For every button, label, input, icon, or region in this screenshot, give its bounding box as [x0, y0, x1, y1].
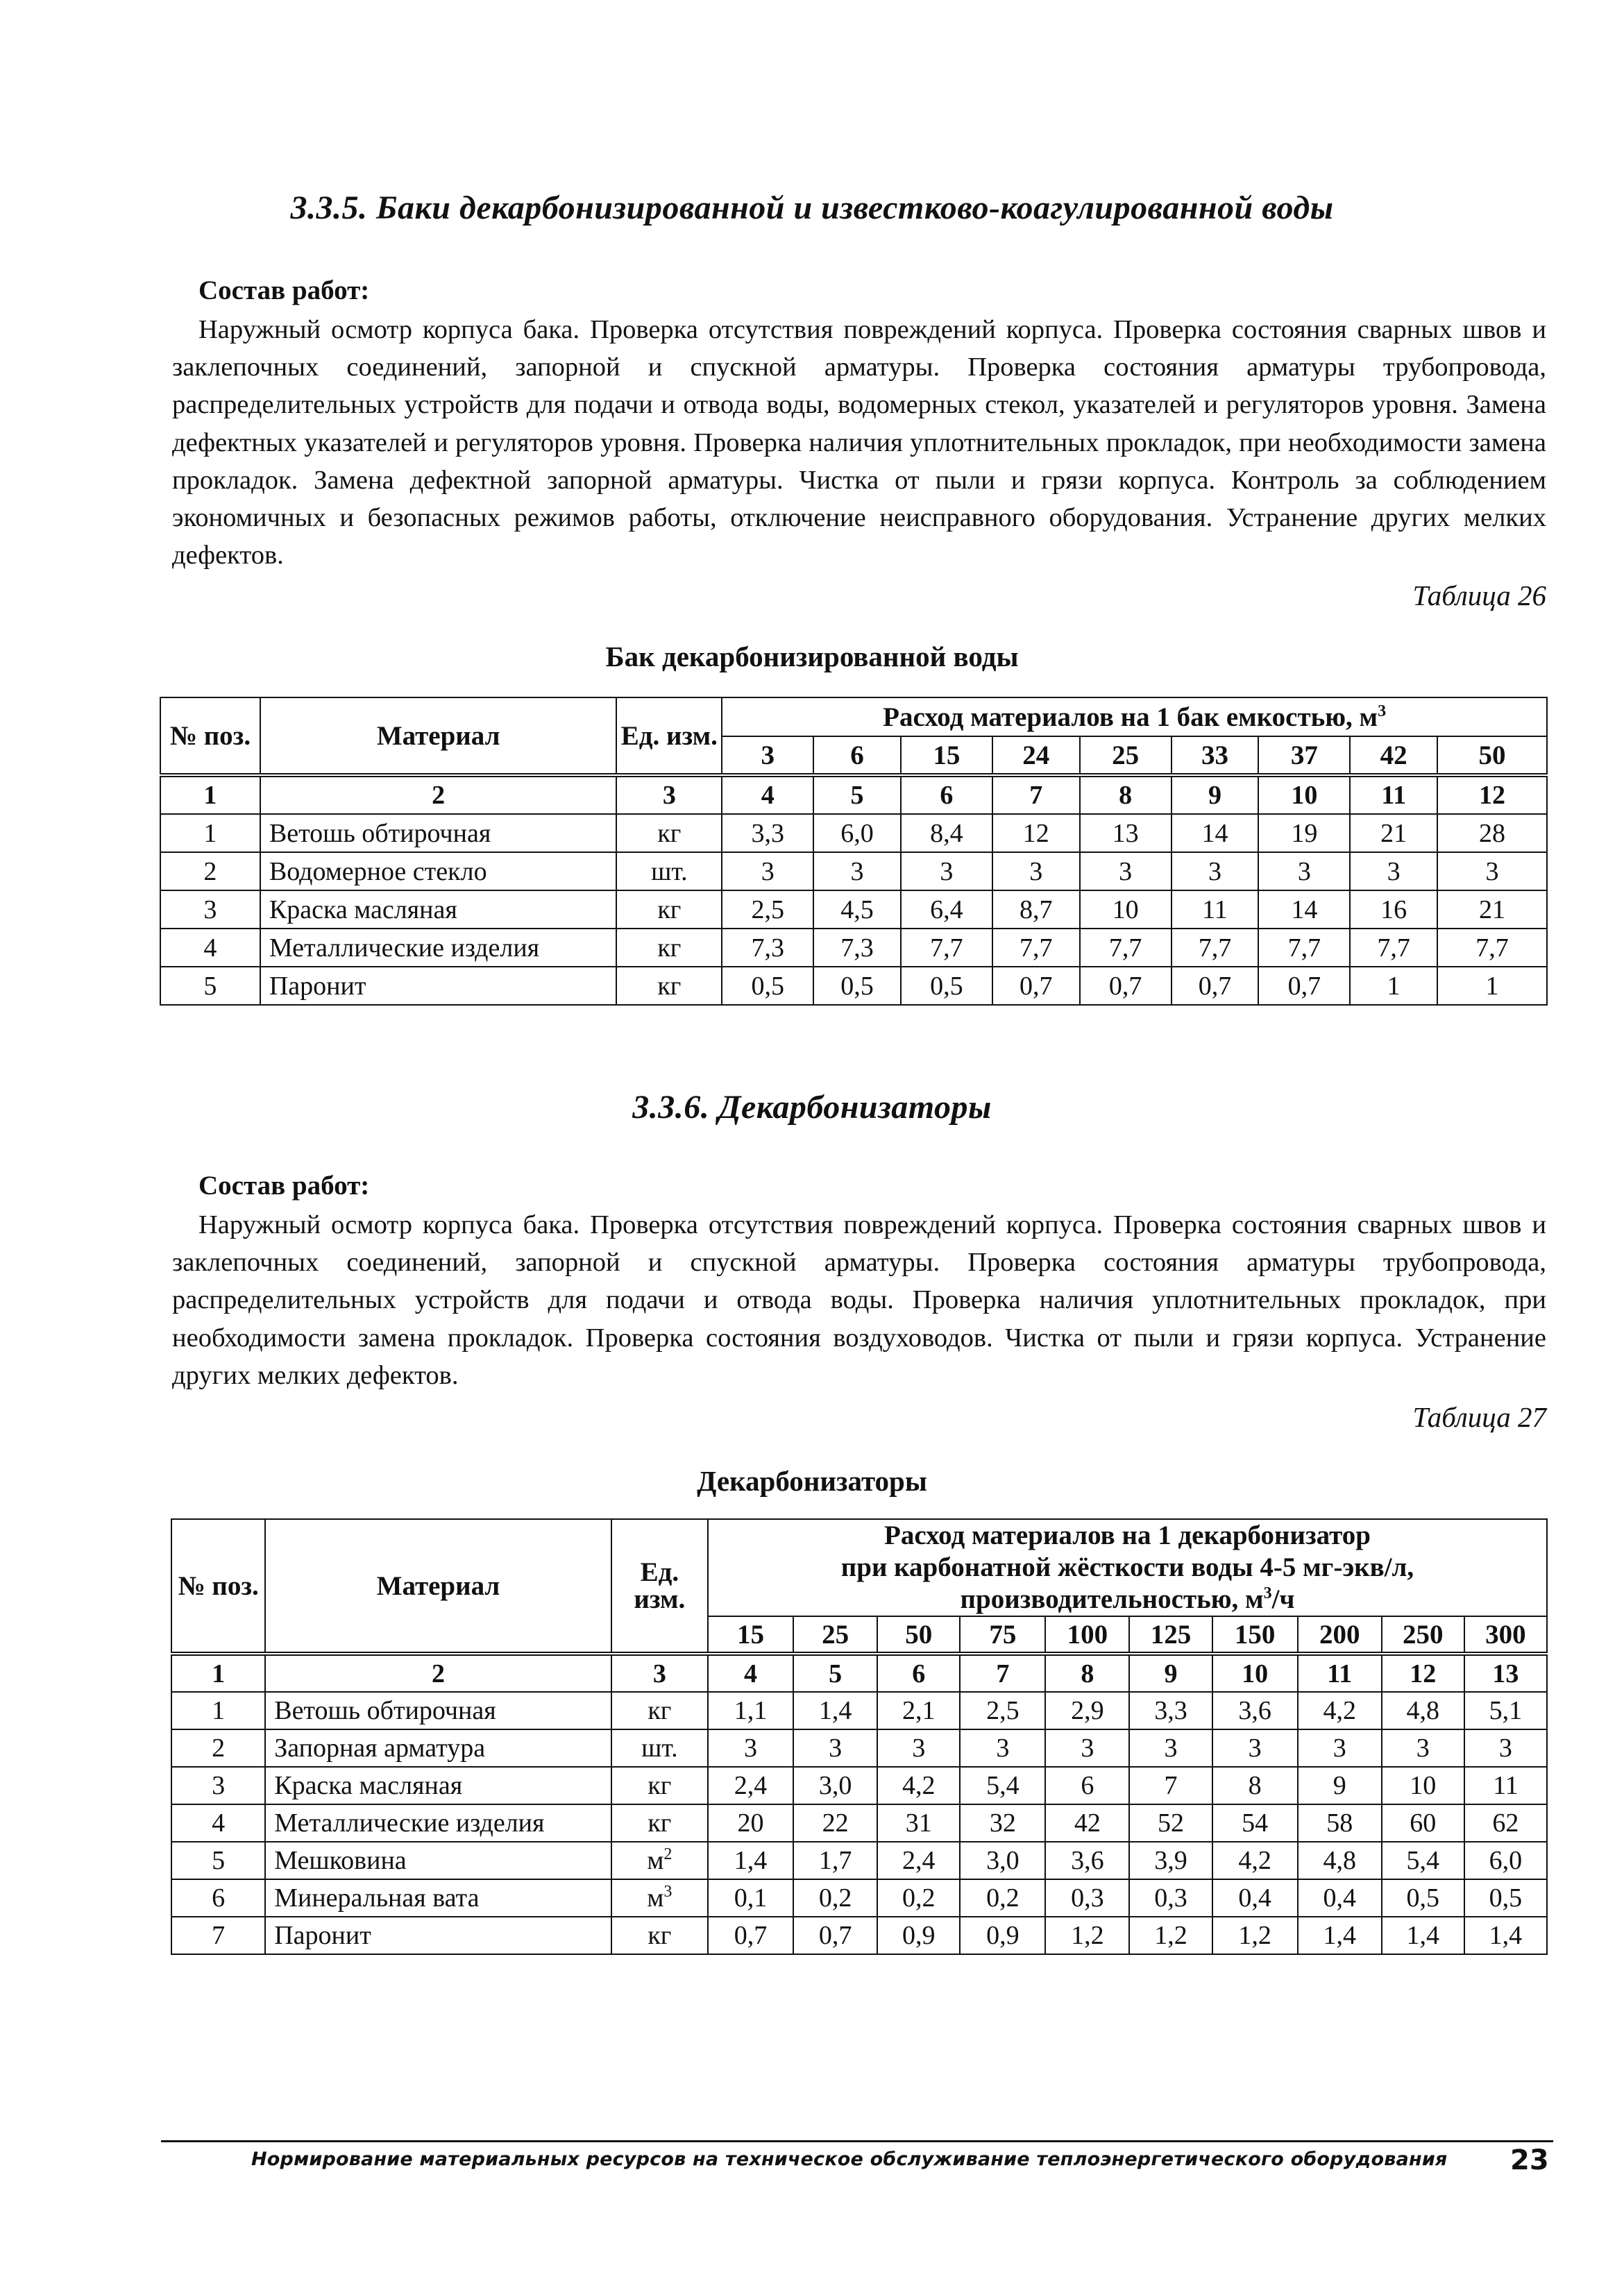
row-value: 2,4 — [877, 1842, 960, 1879]
capacity-header: 15 — [708, 1616, 793, 1654]
row-value: 14 — [1172, 814, 1259, 852]
table-number-26: Таблица 26 — [1412, 579, 1546, 611]
row-value: 0,5 — [1464, 1879, 1547, 1917]
unit-text: кг — [648, 1921, 672, 1950]
row-value: 0,4 — [1298, 1879, 1382, 1917]
footer-rule — [161, 2140, 1553, 2142]
row-value: 3 — [1350, 852, 1437, 890]
row-value: 0,5 — [1382, 1879, 1464, 1917]
capacity-header: 3 — [722, 736, 813, 775]
table-row — [160, 967, 1547, 1005]
row-value: 0,7 — [1258, 967, 1350, 1005]
row-material: Металлические изделия — [260, 929, 617, 967]
row-value: 1,2 — [1212, 1917, 1298, 1954]
work-composition-heading-2: Состав работ: — [198, 1171, 370, 1201]
row-value: 4,8 — [1298, 1842, 1382, 1879]
header-consumption: Расход материалов на 1 бак емкостью, $м^3$ — [722, 697, 1547, 736]
row-value: 8,7 — [992, 890, 1080, 929]
column-number: 9 — [1172, 775, 1259, 814]
row-value: 0,7 — [1172, 967, 1259, 1005]
row-value: 0,7 — [992, 967, 1080, 1005]
row-value: 20 — [708, 1804, 793, 1842]
row-value: 3,3 — [1129, 1692, 1212, 1729]
table-row — [160, 890, 1547, 929]
row-unit — [611, 1879, 708, 1917]
column-number: 1 — [160, 775, 260, 814]
row-value: 32 — [960, 1804, 1045, 1842]
column-number: 5 — [793, 1654, 877, 1692]
row-value: 1,4 — [1382, 1917, 1464, 1954]
unit-text: кг — [657, 971, 682, 1001]
column-number: 7 — [992, 775, 1080, 814]
row-value: 9 — [1298, 1767, 1382, 1804]
row-value: 12 — [992, 814, 1080, 852]
row-value: 1,2 — [1129, 1917, 1212, 1954]
row-value: 4,8 — [1382, 1692, 1464, 1729]
unit-text: шт. — [651, 856, 688, 886]
row-value: 52 — [1129, 1804, 1212, 1842]
row-value: 3,6 — [1212, 1692, 1298, 1729]
row-material: Металлические изделия — [265, 1804, 611, 1842]
row-value: 3,0 — [960, 1842, 1045, 1879]
row-pos: 3 — [160, 890, 260, 929]
row-value: 1,4 — [793, 1692, 877, 1729]
row-value: 5,1 — [1464, 1692, 1547, 1729]
capacity-header: 25 — [1080, 736, 1172, 775]
table-27 — [171, 1518, 1548, 1955]
row-material: Краска масляная — [265, 1767, 611, 1804]
capacity-header: 75 — [960, 1616, 1045, 1654]
row-value: 3,6 — [1045, 1842, 1129, 1879]
row-value: 3,3 — [722, 814, 813, 852]
capacity-header: 50 — [877, 1616, 960, 1654]
table-row — [171, 1804, 1547, 1842]
capacity-header: 24 — [992, 736, 1080, 775]
row-value: 7,7 — [901, 929, 992, 967]
capacity-header: 100 — [1045, 1616, 1129, 1654]
row-value: 1,2 — [1045, 1917, 1129, 1954]
row-value: 22 — [793, 1804, 877, 1842]
row-value: 0,5 — [813, 967, 901, 1005]
table-row — [171, 1767, 1547, 1804]
column-number: 3 — [611, 1654, 708, 1692]
column-number: 12 — [1382, 1654, 1464, 1692]
row-value: 4,5 — [813, 890, 901, 929]
row-value: 3 — [901, 852, 992, 890]
row-value: 1 — [1437, 967, 1547, 1005]
row-value: 3 — [813, 852, 901, 890]
table-number-27: Таблица 27 — [1412, 1401, 1546, 1433]
header-unit: Ед. изм. — [616, 697, 722, 775]
row-value: 0,2 — [793, 1879, 877, 1917]
capacity-header: 6 — [813, 736, 901, 775]
row-value: 7,7 — [1437, 929, 1547, 967]
row-pos: 5 — [171, 1842, 265, 1879]
row-value: 42 — [1045, 1804, 1129, 1842]
row-value: 3 — [1382, 1729, 1464, 1767]
capacity-header: 300 — [1464, 1616, 1547, 1654]
row-value: 7,7 — [1080, 929, 1172, 967]
row-value: 8 — [1212, 1767, 1298, 1804]
unit-text: шт. — [641, 1734, 678, 1763]
row-value: 0,4 — [1212, 1879, 1298, 1917]
row-value: 13 — [1080, 814, 1172, 852]
header-unit: Ед. изм. — [611, 1519, 708, 1654]
capacity-header: 200 — [1298, 1616, 1382, 1654]
row-material: Паронит — [260, 967, 617, 1005]
row-value: 3 — [1212, 1729, 1298, 1767]
header-pos: № поз. — [160, 697, 260, 775]
column-number: 12 — [1437, 775, 1547, 814]
section-title-3-3-5: 3.3.5. Баки декарбонизированной и известково-коагулированной воды — [290, 189, 1334, 226]
row-unit — [611, 1692, 708, 1729]
row-value: 6,0 — [813, 814, 901, 852]
row-value: 3 — [1172, 852, 1259, 890]
row-value: 1,4 — [1298, 1917, 1382, 1954]
unit-text: кг — [648, 1808, 672, 1838]
row-value: 21 — [1350, 814, 1437, 852]
row-value: 5,4 — [1382, 1842, 1464, 1879]
page-number: 23 — [1510, 2144, 1549, 2176]
row-value: 0,9 — [877, 1917, 960, 1954]
row-value: 7,3 — [813, 929, 901, 967]
column-number: 6 — [901, 775, 992, 814]
column-number: 3 — [616, 775, 722, 814]
row-value: 10 — [1382, 1767, 1464, 1804]
row-value: 1,7 — [793, 1842, 877, 1879]
row-unit — [616, 967, 722, 1005]
column-number: 11 — [1350, 775, 1437, 814]
row-value: 3 — [960, 1729, 1045, 1767]
column-number: 4 — [722, 775, 813, 814]
row-value: 16 — [1350, 890, 1437, 929]
row-pos: 4 — [160, 929, 260, 967]
row-value: 54 — [1212, 1804, 1298, 1842]
row-material: Минеральная вата — [265, 1879, 611, 1917]
row-value: 3 — [1437, 852, 1547, 890]
row-value: 2,4 — [708, 1767, 793, 1804]
table-row — [160, 852, 1547, 890]
row-value: 6,4 — [901, 890, 992, 929]
row-unit — [616, 890, 722, 929]
row-value: 3 — [1080, 852, 1172, 890]
row-value: 60 — [1382, 1804, 1464, 1842]
unit-text: кг — [657, 895, 682, 924]
row-value: 3 — [992, 852, 1080, 890]
column-number: 6 — [877, 1654, 960, 1692]
row-value: 58 — [1298, 1804, 1382, 1842]
row-value: 0,9 — [960, 1917, 1045, 1954]
table-26 — [160, 697, 1548, 1006]
section-title-3-3-6: 3.3.6. Декарбонизаторы — [632, 1089, 992, 1126]
header-material: Материал — [265, 1519, 611, 1654]
row-value: 3 — [1464, 1729, 1547, 1767]
row-unit — [611, 1917, 708, 1954]
row-value: 3,0 — [793, 1767, 877, 1804]
row-value: 31 — [877, 1804, 960, 1842]
table-row — [171, 1692, 1547, 1729]
column-number: 2 — [265, 1654, 611, 1692]
row-unit — [611, 1842, 708, 1879]
capacity-header: 33 — [1172, 736, 1259, 775]
unit-text: м — [647, 1883, 664, 1913]
row-material: Водомерное стекло — [260, 852, 617, 890]
work-description-2: Наружный осмотр корпуса бака. Проверка отсутствия повреждений корпуса. Проверка состояния сварных швов и заклепочных соединений, запорной и спускной арматуры. Проверка состояния арматуры трубопровода, распределительных устройств для подачи и отвода воды. Проверка наличия уплотнительных прокладок, при необходимости замена прокладок. Проверка состояния воздуховодов. Чистка от пыли и грязи корпуса. Устранение других мелких дефектов. — [172, 1210, 1546, 1390]
unit-power: 2 — [663, 1845, 673, 1863]
row-material: Ветошь обтирочная — [265, 1692, 611, 1729]
capacity-header: 25 — [793, 1616, 877, 1654]
row-value: 0,7 — [793, 1917, 877, 1954]
row-pos: 1 — [160, 814, 260, 852]
row-value: 3 — [1298, 1729, 1382, 1767]
row-value: 0,3 — [1129, 1879, 1212, 1917]
column-number: 13 — [1464, 1654, 1547, 1692]
row-value: 0,5 — [722, 967, 813, 1005]
row-value: 0,5 — [901, 967, 992, 1005]
row-value: 10 — [1080, 890, 1172, 929]
header-pos: № поз. — [171, 1519, 265, 1654]
row-pos: 3 — [171, 1767, 265, 1804]
row-value: 2,5 — [722, 890, 813, 929]
header-consumption: Расход материалов на 1 декарбонизатор при карбонатной жёсткости воды 4-5 мг-экв/л, производительностью, $м^3/ч$ — [708, 1519, 1547, 1616]
row-value: 0,2 — [877, 1879, 960, 1917]
row-value: 7 — [1129, 1767, 1212, 1804]
table-row — [171, 1729, 1547, 1767]
row-value: 3 — [1258, 852, 1350, 890]
table-row — [160, 814, 1547, 852]
table-row — [160, 929, 1547, 967]
column-number: 5 — [813, 775, 901, 814]
column-number: 8 — [1080, 775, 1172, 814]
column-number: 10 — [1258, 775, 1350, 814]
footer-text: Нормирование материальных ресурсов на техническое обслуживание теплоэнергетического оборудования — [251, 2149, 1448, 2170]
column-number: 11 — [1298, 1654, 1382, 1692]
row-pos: 6 — [171, 1879, 265, 1917]
capacity-header: 150 — [1212, 1616, 1298, 1654]
row-value: 2,1 — [877, 1692, 960, 1729]
unit-power: 3 — [663, 1883, 673, 1901]
row-pos: 2 — [171, 1729, 265, 1767]
row-value: 4,2 — [1298, 1692, 1382, 1729]
row-pos: 2 — [160, 852, 260, 890]
row-value: 3 — [722, 852, 813, 890]
row-value: 3 — [1129, 1729, 1212, 1767]
unit-text: кг — [648, 1771, 672, 1800]
row-value: 14 — [1258, 890, 1350, 929]
unit-text: м — [647, 1846, 664, 1875]
row-value: 1 — [1350, 967, 1437, 1005]
capacity-header: 42 — [1350, 736, 1437, 775]
row-value: 62 — [1464, 1804, 1547, 1842]
row-pos: 5 — [160, 967, 260, 1005]
row-material: Мешковина — [265, 1842, 611, 1879]
row-value: 7,7 — [1350, 929, 1437, 967]
row-value: 0,1 — [708, 1879, 793, 1917]
unit-text: кг — [657, 933, 682, 963]
column-number: 10 — [1212, 1654, 1298, 1692]
row-value: 28 — [1437, 814, 1547, 852]
row-value: 7,7 — [992, 929, 1080, 967]
row-unit — [611, 1804, 708, 1842]
row-value: 7,7 — [1172, 929, 1259, 967]
unit-text: кг — [657, 818, 682, 848]
row-value: 2,5 — [960, 1692, 1045, 1729]
row-value: 3 — [1045, 1729, 1129, 1767]
capacity-header: 37 — [1258, 736, 1350, 775]
row-material: Паронит — [265, 1917, 611, 1954]
row-value: 0,7 — [708, 1917, 793, 1954]
row-material: Ветошь обтирочная — [260, 814, 617, 852]
row-value: 4,2 — [1212, 1842, 1298, 1879]
row-value: 3,9 — [1129, 1842, 1212, 1879]
table-caption-26: Бак декарбонизированной воды — [605, 641, 1019, 672]
column-number: 4 — [708, 1654, 793, 1692]
capacity-header: 125 — [1129, 1616, 1212, 1654]
row-unit — [611, 1729, 708, 1767]
row-value: 7,7 — [1258, 929, 1350, 967]
row-value: 5,4 — [960, 1767, 1045, 1804]
column-number: 8 — [1045, 1654, 1129, 1692]
row-value: 11 — [1464, 1767, 1547, 1804]
row-pos: 4 — [171, 1804, 265, 1842]
column-number: 7 — [960, 1654, 1045, 1692]
row-value: 11 — [1172, 890, 1259, 929]
capacity-header: 15 — [901, 736, 992, 775]
row-value: 1,4 — [708, 1842, 793, 1879]
row-value: 3 — [877, 1729, 960, 1767]
column-number: 9 — [1129, 1654, 1212, 1692]
row-value: 0,2 — [960, 1879, 1045, 1917]
row-value: 2,9 — [1045, 1692, 1129, 1729]
capacity-header: 50 — [1437, 736, 1547, 775]
row-value: 4,2 — [877, 1767, 960, 1804]
row-value: 7,3 — [722, 929, 813, 967]
column-number: 1 — [171, 1654, 265, 1692]
table-row — [171, 1917, 1547, 1954]
table-row — [171, 1842, 1547, 1879]
row-unit — [611, 1767, 708, 1804]
row-value: 0,7 — [1080, 967, 1172, 1005]
row-pos: 7 — [171, 1917, 265, 1954]
row-value: 19 — [1258, 814, 1350, 852]
row-value: 0,3 — [1045, 1879, 1129, 1917]
row-value: 21 — [1437, 890, 1547, 929]
row-material: Краска масляная — [260, 890, 617, 929]
row-value: 1,4 — [1464, 1917, 1547, 1954]
header-material: Материал — [260, 697, 617, 775]
row-value: 8,4 — [901, 814, 992, 852]
work-composition-heading-1: Состав работ: — [198, 276, 370, 305]
row-unit — [616, 814, 722, 852]
row-value: 6,0 — [1464, 1842, 1547, 1879]
row-value: 1,1 — [708, 1692, 793, 1729]
row-unit — [616, 929, 722, 967]
table-row — [171, 1879, 1547, 1917]
row-pos: 1 — [171, 1692, 265, 1729]
unit-text: кг — [648, 1696, 672, 1725]
capacity-header: 250 — [1382, 1616, 1464, 1654]
column-number: 2 — [260, 775, 617, 814]
table-caption-27: Декарбонизаторы — [697, 1465, 927, 1497]
work-description-1: Наружный осмотр корпуса бака. Проверка отсутствия повреждений корпуса. Проверка состояния сварных швов и заклепочных соединений, запорной и спускной арматуры. Проверка состояния арматуры трубопровода, распределительных устройств для подачи и отвода воды, водомерных стекол, указателей и регуляторов уровня. Замена дефектных указателей и регуляторов уровня. Проверка наличия уплотнительных прокладок, при необходимости замена прокладок. Замена дефектной запорной арматуры. Чистка от пыли и грязи корпуса. Контроль за соблюдением экономичных и безопасных режимов работы, отключение неисправного оборудования. Устранение других мелких дефектов. — [172, 315, 1546, 570]
row-unit — [616, 852, 722, 890]
row-value: 6 — [1045, 1767, 1129, 1804]
row-material: Запорная арматура — [265, 1729, 611, 1767]
row-value: 3 — [708, 1729, 793, 1767]
row-value: 3 — [793, 1729, 877, 1767]
